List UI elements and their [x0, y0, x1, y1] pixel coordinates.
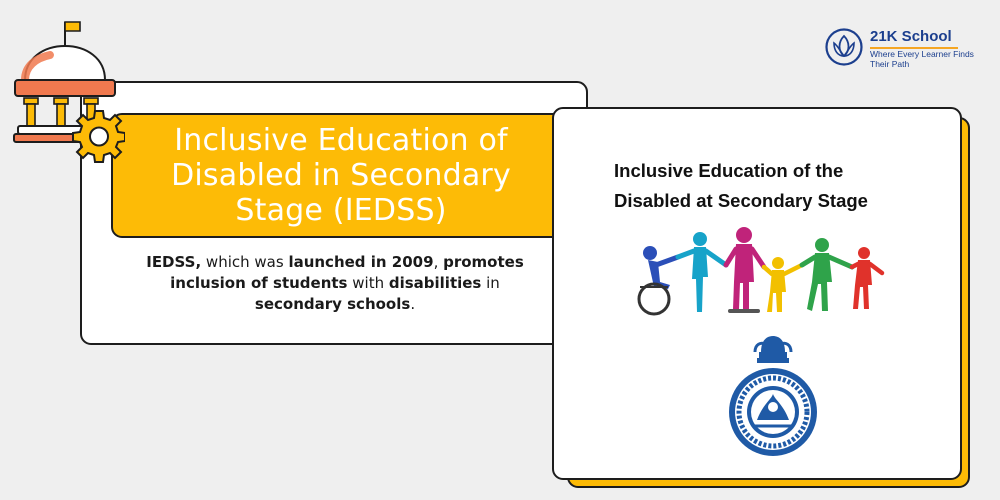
description-text: [130, 252, 540, 315]
page-title: Inclusive Education of Disabled in Secondary Stage (IEDSS): [171, 123, 511, 228]
poster-title-line-1: Inclusive Education of the: [614, 160, 844, 181]
desc-part-10: .: [410, 295, 416, 313]
desc-part-6: with: [347, 274, 389, 292]
gear-icon: [73, 111, 125, 162]
logo-name: 21K School: [870, 28, 952, 45]
government-building-icon: [10, 18, 125, 163]
lotus-logo-icon: [824, 27, 864, 67]
desc-part-5: promotes inclusion of students: [170, 253, 524, 292]
desc-part-2: which was: [201, 253, 289, 271]
people-holding-hands-illustration: [632, 227, 902, 322]
poster-title-line-2: Disabled at Secondary Stage: [614, 190, 868, 211]
poster-title: [614, 156, 954, 216]
desc-part-8: in: [481, 274, 500, 292]
desc-part-4: ,: [433, 253, 444, 271]
logo-tagline: Where Every Learner Finds Their Path: [870, 49, 974, 69]
desc-part-9: secondary schools: [254, 295, 411, 313]
desc-part-3: launched in 2009: [288, 253, 434, 271]
desc-part-1: IEDSS,: [146, 253, 202, 271]
title-banner: [111, 113, 571, 238]
state-emblem-seal: [717, 334, 829, 459]
brand-logo[interactable]: [824, 27, 984, 71]
poster-card: [552, 107, 962, 480]
desc-part-7: disabilities: [388, 274, 482, 292]
